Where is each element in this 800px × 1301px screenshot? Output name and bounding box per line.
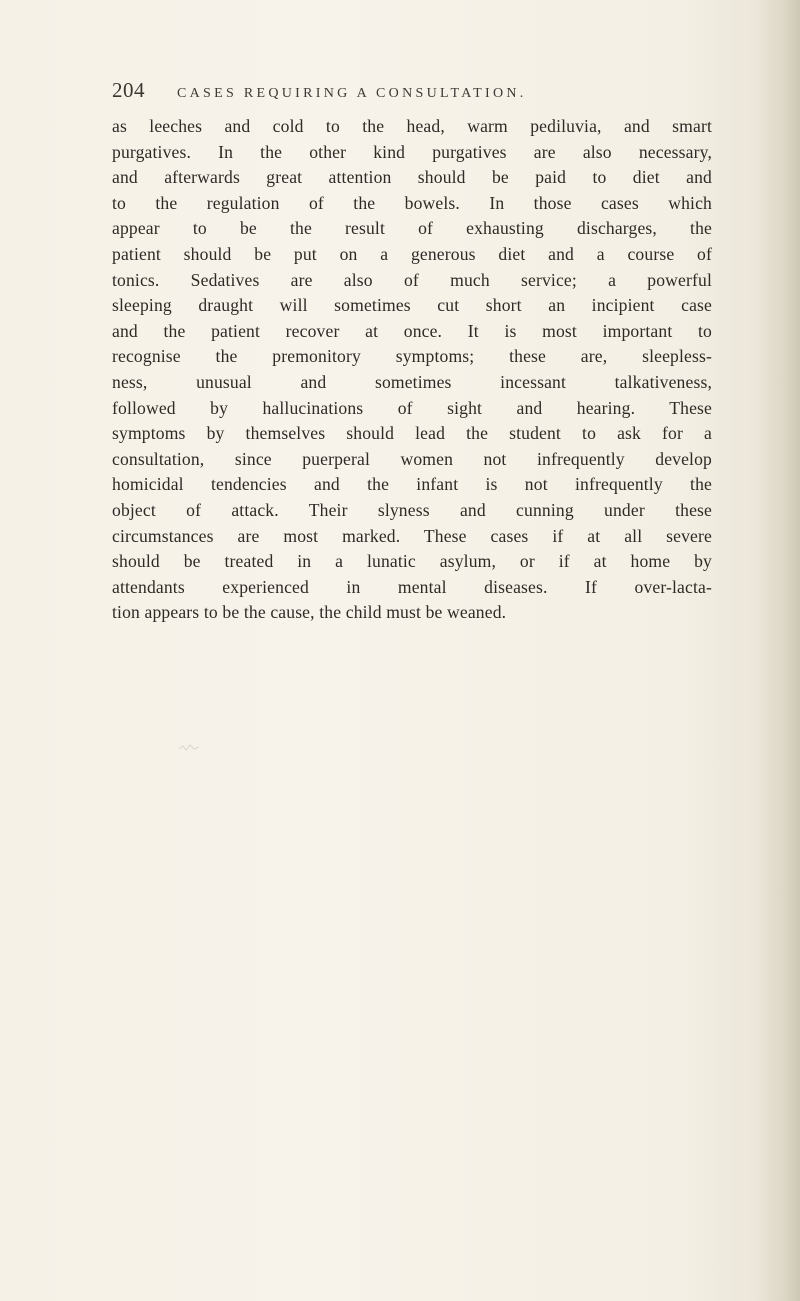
page-edge-shadow: [756, 0, 800, 1301]
text-line: and the patient recover at once. It is most important to: [112, 320, 712, 341]
text-line: as leeches and cold to the head, warm pediluvia, and smart: [112, 116, 712, 136]
running-head: CASES REQUIRING A CONSULTATION.: [177, 86, 527, 101]
text-line: object of attack. Their slyness and cunning under these: [112, 499, 712, 520]
text-line: homicidal tendencies and the infant is not infrequently the: [112, 474, 712, 495]
text-line: symptoms by themselves should lead the student to ask for a: [112, 423, 712, 444]
text-line: appear to be the result of exhausting discharges, the: [112, 218, 712, 239]
page-header: [112, 78, 712, 106]
text-line: tion appears to be the cause, the child must be weaned.: [112, 602, 507, 623]
text-line: recognise the premonitory symptoms; these are, sleepless-: [112, 346, 712, 367]
text-line: patient should be put on a generous diet and a course of: [112, 243, 712, 264]
body-paragraph: [112, 114, 712, 626]
text-line: followed by hallucinations of sight and hearing. These: [112, 397, 712, 418]
text-line: circumstances are most marked. These cases if at all severe: [112, 525, 712, 546]
text-line: to the regulation of the bowels. In those cases which: [112, 192, 712, 213]
text-line: sleeping draught will sometimes cut short an incipient case: [112, 295, 712, 316]
text-line: purgatives. In the other kind purgatives are also necessary,: [112, 141, 712, 162]
text-line: attendants experienced in mental diseases. If over-lacta-: [112, 576, 712, 597]
page-number: 204: [112, 78, 145, 102]
text-line: should be treated in a lunatic asylum, or if at home by: [112, 551, 712, 572]
ink-smudge: [178, 743, 200, 753]
text-line: ness, unusual and sometimes incessant talkativeness,: [112, 371, 712, 392]
text-line: consultation, since puerperal women not infrequently develop: [112, 448, 712, 469]
text-line: and afterwards great attention should be paid to diet and: [112, 167, 712, 188]
text-line: tonics. Sedatives are also of much service; a powerful: [112, 269, 712, 290]
